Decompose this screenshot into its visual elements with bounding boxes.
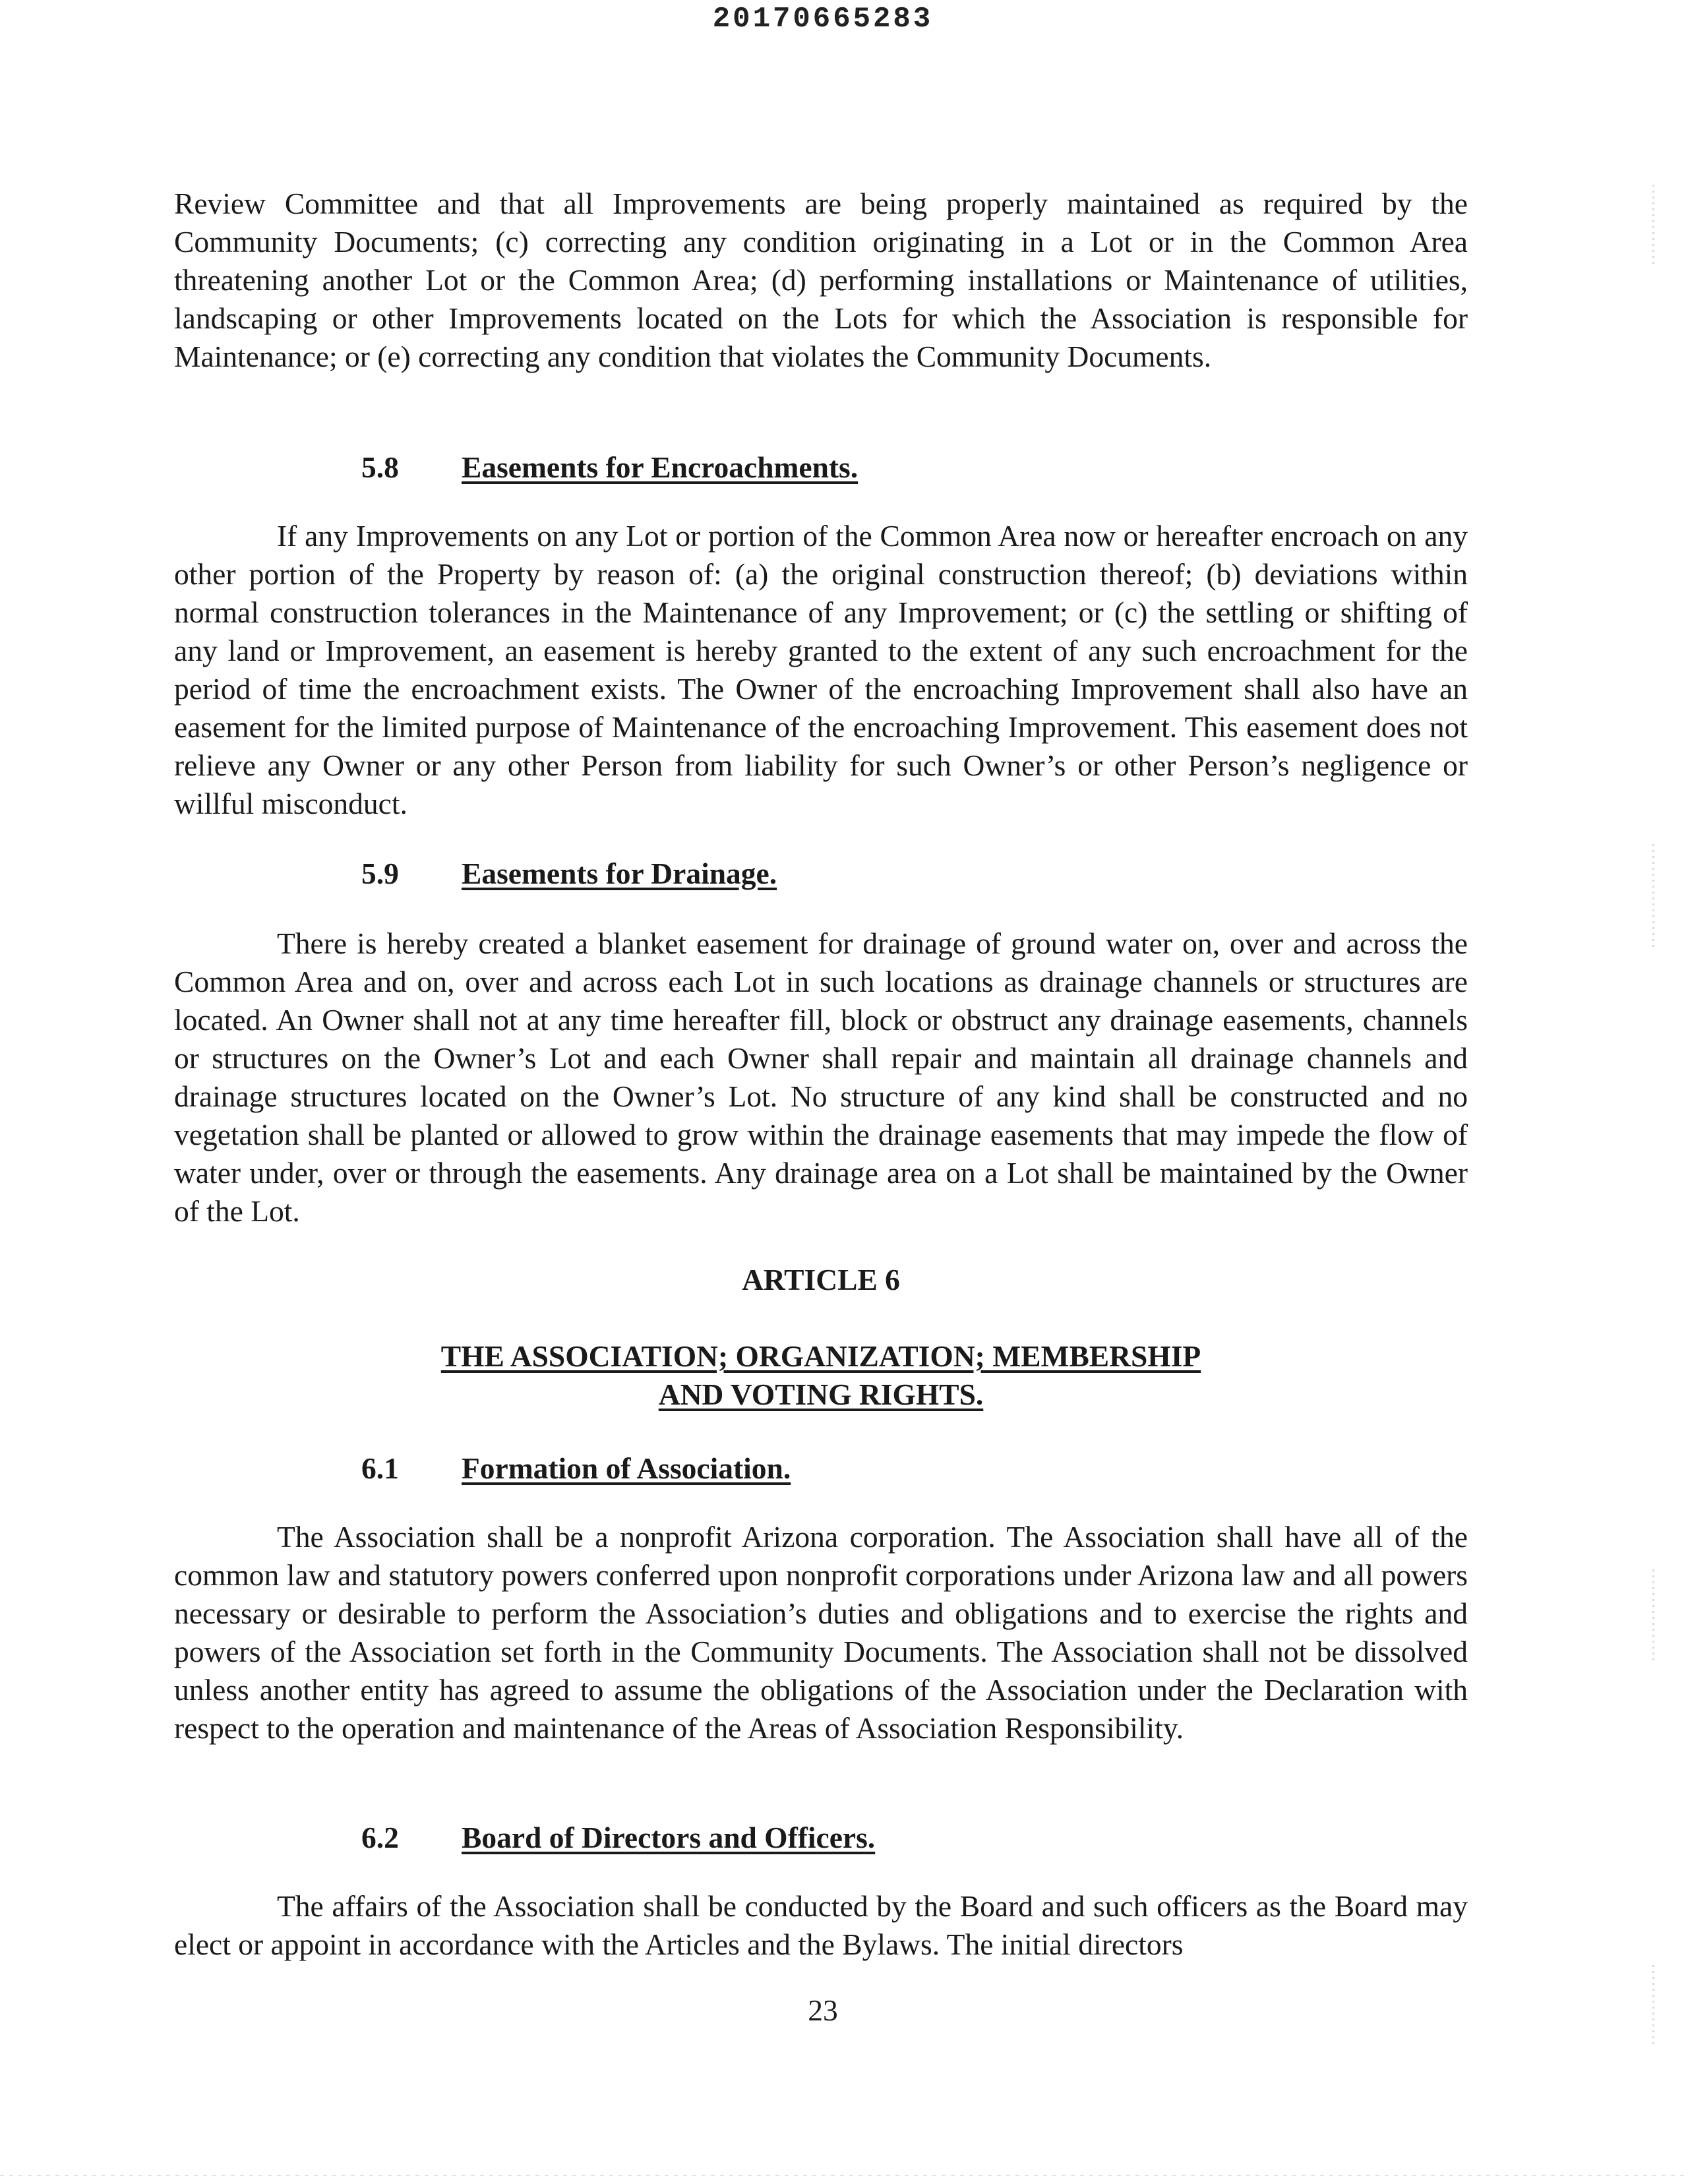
section-heading-5-9 <box>361 855 777 893</box>
section-title: Easements for Drainage. <box>462 857 777 890</box>
section-heading-6-1 <box>361 1449 791 1488</box>
section-title: Easements for Encroachments. <box>462 450 859 484</box>
section-number: 6.2 <box>361 1821 399 1854</box>
section-heading-6-2 <box>361 1819 875 1857</box>
scan-artifact <box>1652 1569 1654 1662</box>
section-title: Formation of Association. <box>462 1451 791 1485</box>
scan-artifact <box>0 2175 1688 2176</box>
section-number: 6.1 <box>361 1451 399 1485</box>
paragraph-text: Review Committee and that all Improvements are being properly maintained as required by the Community Documents; (c) correcting any condition originating in a Lot or in the Common Area threatening another Lot or the Common Area; (d) performing installations or Maintenance of utilities, landscaping or other Improvements located on the Lots for which the Association is responsible for Maintenance; or (e) correcting any condition that violates the Community Documents. <box>174 187 1468 373</box>
paragraph-text: The affairs of the Association shall be conducted by the Board and such officers as the Board may elect or appoint in accordance with the Articles and the Bylaws. The initial directors <box>174 1889 1468 1961</box>
paragraph-formation <box>174 1518 1468 1747</box>
section-number: 5.8 <box>361 450 399 484</box>
article-title-line-2: AND VOTING RIGHTS. <box>658 1378 984 1411</box>
article-label: ARTICLE 6 <box>742 1263 900 1296</box>
paragraph-drainage <box>174 925 1468 1230</box>
article-title <box>174 1337 1468 1414</box>
paragraph-text: If any Improvements on any Lot or portion of the Common Area now or hereafter encroach on any other portion of the Property by reason of: (a) the original construction thereof; (b) deviations within normal construction tolerances in the Maintenance of any Improvement; or (c) the settling or shifting of any land or Improvement, an easement is hereby granted to the extent of any such encroachment for the period of time the encroachment exists. The Owner of the encroaching Improvement shall also have an easement for the limited purpose of Maintenance of the encroaching Improvement. This easement does not relieve any Owner or any other Person from liability for such Owner’s or other Person’s negligence or willful misconduct. <box>174 519 1468 820</box>
page-number: 23 <box>808 1993 838 2027</box>
paragraph-text: There is hereby created a blanket easement for drainage of ground water on, over and across the Common Area and on, over and across each Lot in such locations as drainage channels or structures are located. An Owner shall not at any time hereafter fill, block or obstruct any drainage easements, channels or structures on the Owner’s Lot and each Owner shall repair and maintain all drainage channels and drainage structures located on the Owner’s Lot. No structure of any kind shall be constructed and no vegetation shall be planted or allowed to grow within the drainage easements that may impede the flow of water under, over or through the easements. Any drainage area on a Lot shall be maintained by the Owner of the Lot. <box>174 926 1468 1228</box>
article-title-line-1: THE ASSOCIATION; ORGANIZATION; MEMBERSHIP <box>440 1339 1201 1373</box>
paragraph-continuation <box>174 185 1468 376</box>
section-title: Board of Directors and Officers. <box>462 1821 876 1854</box>
scan-artifact <box>1652 844 1654 950</box>
section-heading-5-8 <box>361 448 858 487</box>
paragraph-encroachments <box>174 517 1468 823</box>
scan-artifact <box>1652 1965 1654 2044</box>
paragraph-board <box>174 1887 1468 1964</box>
paragraph-text: The Association shall be a nonprofit Arizona corporation. The Association shall have all of the common law and statutory powers conferred upon nonprofit corporations under Arizona law and all powers necessary or desirable to perform the Association’s duties and obligations and to exercise the rights and powers of the Association set forth in the Community Documents. The Association shall not be dissolved unless another entity has agreed to assume the obligations of the Association under the Declaration with respect to the operation and maintenance of the Areas of Association Responsibility. <box>174 1520 1468 1745</box>
section-number: 5.9 <box>361 857 399 890</box>
document-number: 20170665283 <box>712 3 934 36</box>
scan-artifact <box>1652 185 1654 264</box>
